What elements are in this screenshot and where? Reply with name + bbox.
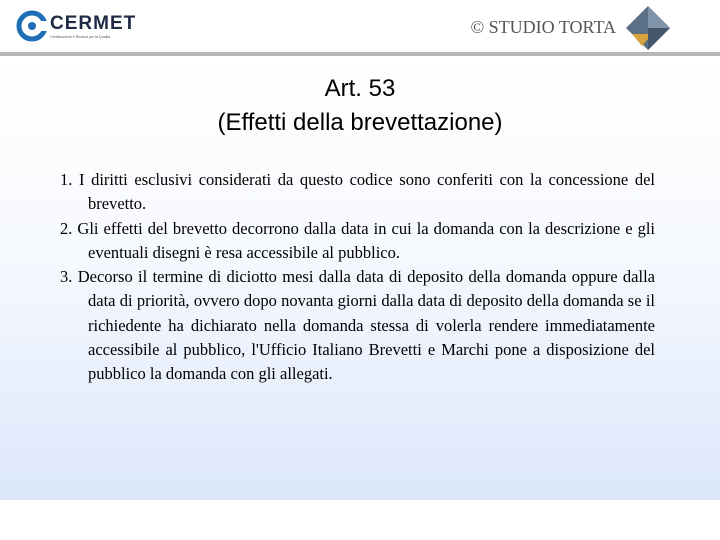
logo-wordmark: CERMET: [50, 13, 137, 34]
article-paragraph-1: 1. I diritti esclusivi considerati da questo codice sono conferiti con la concessione del brevetto.: [60, 170, 655, 214]
title-subject: (Effetti della brevettazione): [217, 109, 503, 136]
article-body: [60, 168, 655, 387]
title-article: Art. 53: [324, 75, 396, 102]
header-bar: [0, 0, 720, 52]
cermet-logo: [16, 10, 138, 42]
article-paragraph-2: 2. Gli effetti del brevetto decorrono dalla data in cui la domanda con la descrizione e gli eventuali disegni è resa accessibile al pubblico.: [60, 218, 655, 262]
logo-tagline: Certificazione e Ricerca per la Qualità: [50, 35, 111, 39]
article-paragraph-3: 3. Decorso il termine di diciotto mesi dalla data di deposito della domanda oppure dalla data di priorità, ovvero dopo novanta giorni dalla data di deposito della domanda se il richiedente ha dichiarato nella domanda stessa di volerla rendere immediatamente accessibile al pubblico, l'Ufficio Italiano Brevetti e Marchi pone a disposizione del pubblico la domanda con gli allegati.: [60, 267, 655, 384]
footer-band: [0, 500, 720, 540]
cermet-emblem-icon: [16, 10, 48, 42]
studio-torta-label: © STUDIO TORTA: [470, 17, 616, 37]
studio-torta-diamond-icon: [624, 4, 672, 52]
slide-title: [0, 72, 720, 140]
